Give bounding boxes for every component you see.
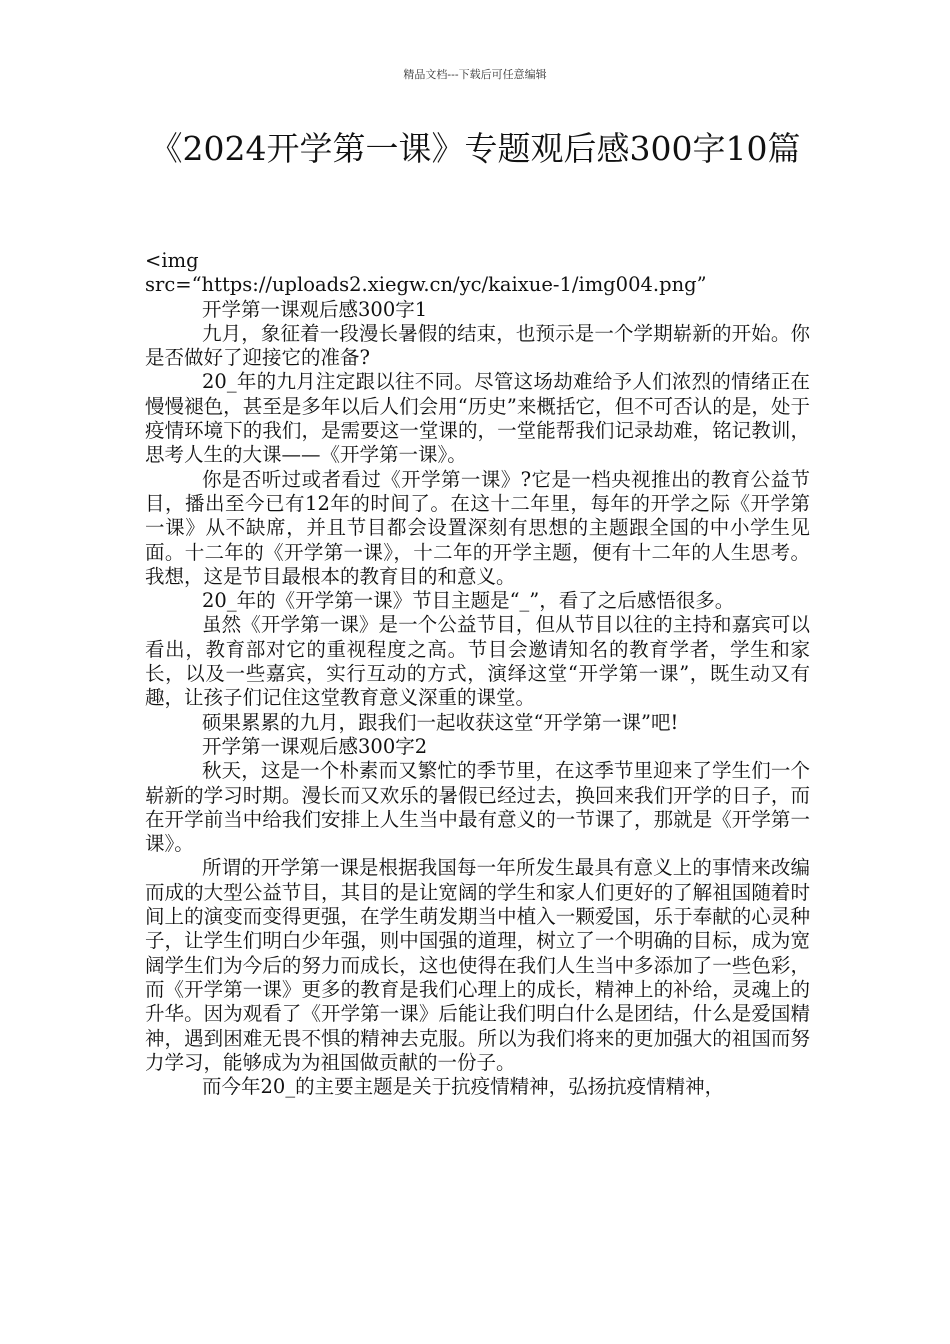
- paragraph: 而今年20_的主要主题是关于抗疫情精神，弘扬抗疫情精神，: [202, 1075, 725, 1099]
- img-tag-text-b: src=“https://uploads2.xiegw.cn/yc/kaixue-1/img004.png”: [145, 273, 707, 297]
- paragraph: 秋天，这是一个朴素而又繁忙的季节里，在这季节里迎来了学生们一个崭新的学习时期。漫长而又欢乐的暑假已经过去，换回来我们开学的日子，而在开学前当中给我们安排上人生当中最有意义的一节课了，那就是《开学第一课》。: [145, 759, 810, 856]
- paragraph: 20_年的《开学第一课》节目主题是“_”，看了之后感悟很多。: [202, 589, 735, 613]
- section-heading-2: 开学第一课观后感300字2: [202, 734, 428, 758]
- paragraph: 硕果累累的九月，跟我们一起收获这堂“开学第一课”吧!: [202, 710, 679, 734]
- paragraph: 20_年的九月注定跟以往不同。尽管这场劫难给予人们浓烈的情绪正在慢慢褪色，甚至是多年以后人们会用“历史”来概括它，但不可否认的是，处于疫情环境下的我们，是需要这一堂课的，一堂能帮我们记录劫难，铭记教训，思考人生的大课——《开学第一课》。: [145, 370, 810, 467]
- paragraph: 九月，象征着一段漫长暑假的结束，也预示是一个学期崭新的开始。你是否做好了迎接它的准备?: [145, 321, 810, 370]
- document-body: [145, 249, 810, 1099]
- paragraph: 虽然《开学第一课》是一个公益节目，但从节目以往的主持和嘉宾可以看出，教育部对它的重视程度之高。节目会邀请知名的教育学者，学生和家长，以及一些嘉宾，实行互动的方式，演绎这堂“开学第一课”，既生动又有趣，让孩子们记住这堂教育意义深重的课堂。: [145, 613, 810, 710]
- page-header: 精品文档---下载后可任意编辑: [403, 68, 547, 81]
- section-heading-1: 开学第一课观后感300字1: [202, 297, 428, 321]
- paragraph: 所谓的开学第一课是根据我国每一年所发生最具有意义上的事情来改编而成的大型公益节目，其目的是让宽阔的学生和家人们更好的了解祖国随着时间上的演变而变得更强，在学生萌发期当中植入一颗爱国，乐于奉献的心灵种子，让学生们明白少年强，则中国强的道理，树立了一个明确的目标，成为宽阔学生们为今后的努力而成长，这也使得在我们人生当中多添加了一些色彩，而《开学第一课》更多的教育是我们心理上的成长，精神上的补给，灵魂上的升华。因为观看了《开学第一课》后能让我们明白什么是团结，什么是爱国精神，遇到困难无畏不惧的精神去克服。所以为我们将来的更加强大的祖国而努力学习，能够成为为祖国做贡献的一份子。: [145, 856, 810, 1074]
- paragraph: 你是否听过或者看过《开学第一课》?它是一档央视推出的教育公益节目，播出至今已有12年的时间了。在这十二年里，每年的开学之际《开学第一课》从不缺席，并且节目都会设置深刻有思想的主题跟全国的中小学生见面。十二年的《开学第一课》，十二年的开学主题，便有十二年的人生思考。我想，这是节目最根本的教育目的和意义。: [145, 467, 810, 588]
- page-title: 《2024开学第一课》专题观后感300字10篇: [149, 129, 801, 168]
- img-tag-text-a: <img: [145, 249, 199, 272]
